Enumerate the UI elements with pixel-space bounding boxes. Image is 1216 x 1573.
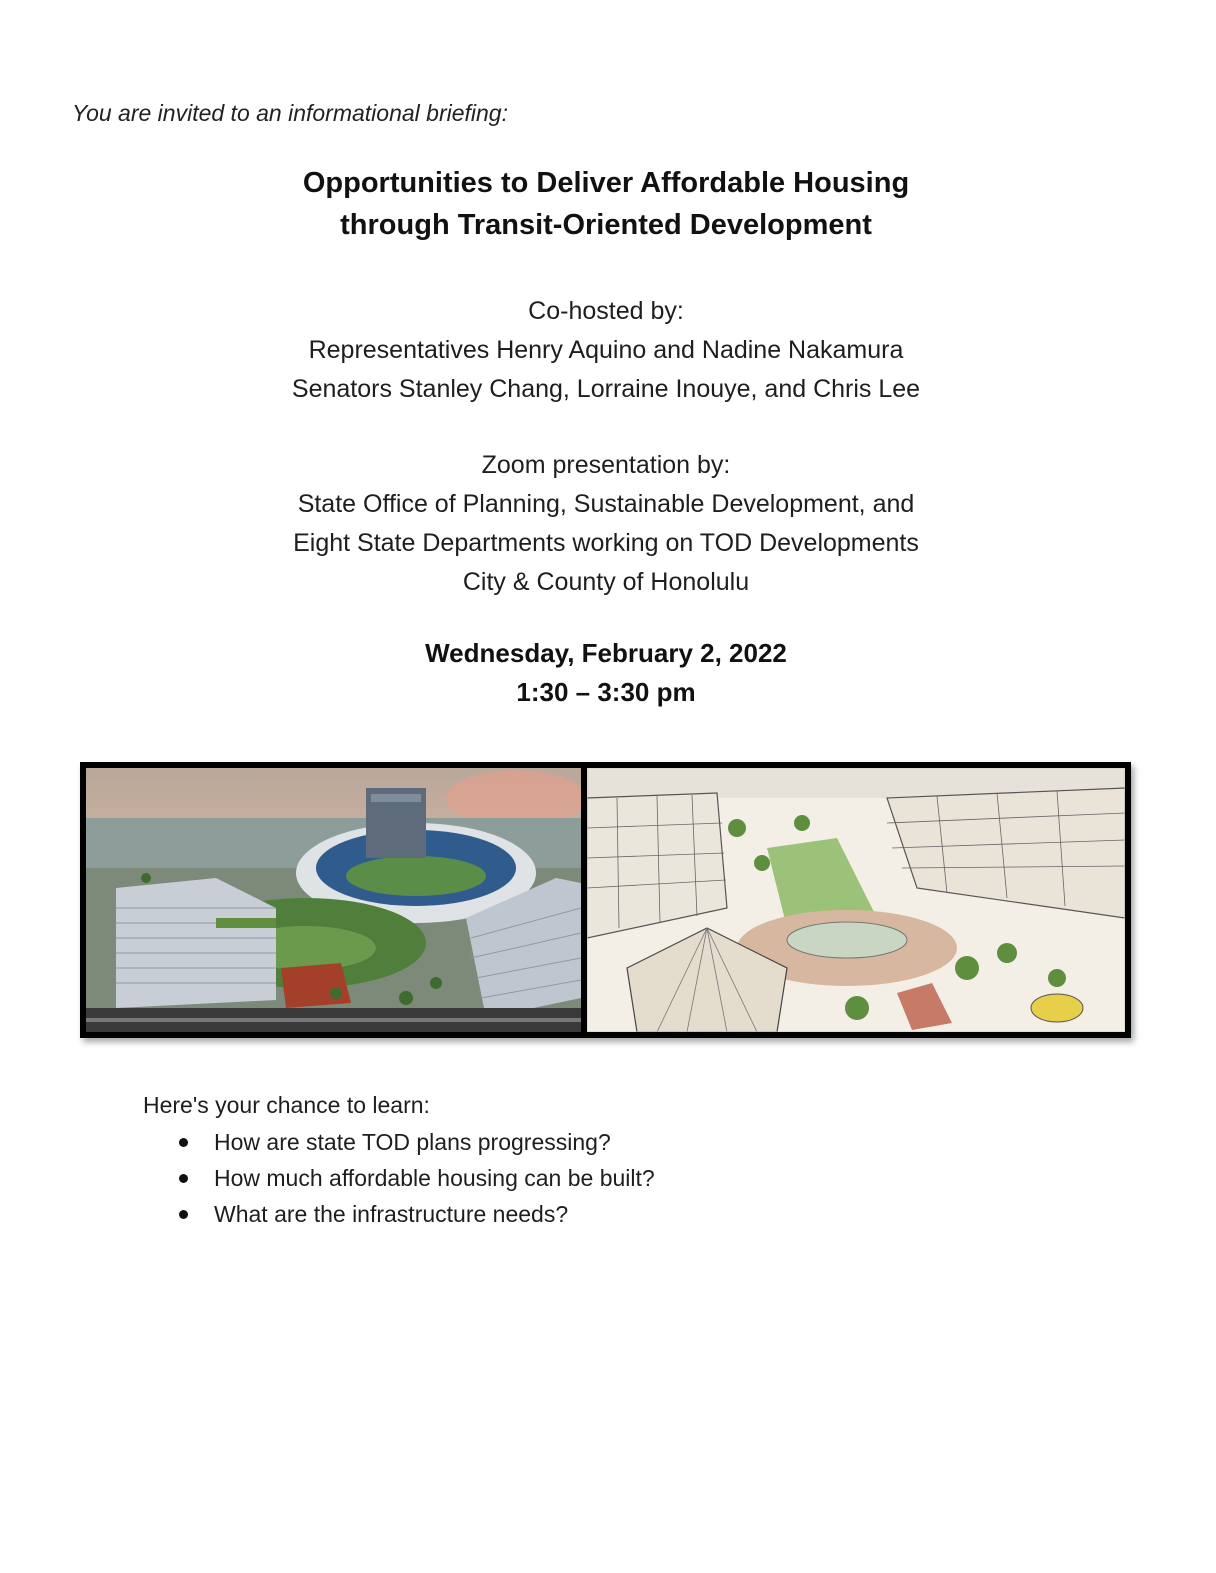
presentation-line-2: Eight State Departments working on TOD Developments — [293, 529, 919, 557]
list-item — [143, 1162, 655, 1198]
cohosts-representatives: Representatives Henry Aquino and Nadine Nakamura — [308, 336, 904, 364]
list-item — [143, 1198, 655, 1234]
list-item — [143, 1126, 655, 1162]
list-item-text: What are the infrastructure needs? — [214, 1201, 569, 1227]
learn-list — [143, 1126, 655, 1234]
bullet-icon — [179, 1138, 188, 1147]
cohosts-section — [0, 292, 1212, 409]
plaza-sketch-image — [587, 768, 1125, 1032]
list-item-text: How are state TOD plans progressing? — [214, 1129, 611, 1155]
page-title — [0, 162, 1212, 246]
event-date: Wednesday, February 2, 2022 — [425, 638, 787, 668]
title-line-1: Opportunities to Deliver Affordable Housing — [302, 167, 910, 199]
cohosts-senators: Senators Stanley Chang, Lorraine Inouye, and Chris Lee — [291, 375, 921, 403]
intro-text: You are invited to an informational briefing: — [72, 100, 508, 126]
bullet-icon — [179, 1210, 188, 1219]
event-datetime — [0, 634, 1212, 712]
stadium-rendering-image — [86, 768, 581, 1032]
event-time: 1:30 – 3:30 pm — [516, 677, 696, 707]
title-line-2: through Transit-Oriented Development — [340, 209, 872, 241]
presentation-line-1: State Office of Planning, Sustainable Development, and — [297, 490, 915, 518]
bullet-icon — [179, 1174, 188, 1183]
cohosts-heading: Co-hosted by: — [528, 297, 684, 325]
presentation-line-3: City & County of Honolulu — [462, 568, 750, 596]
presentation-section — [0, 446, 1212, 602]
tod-images-banner — [80, 762, 1131, 1038]
presentation-heading: Zoom presentation by: — [481, 451, 731, 479]
learn-heading: Here's your chance to learn: — [143, 1092, 430, 1118]
list-item-text: How much affordable housing can be built? — [214, 1165, 655, 1191]
